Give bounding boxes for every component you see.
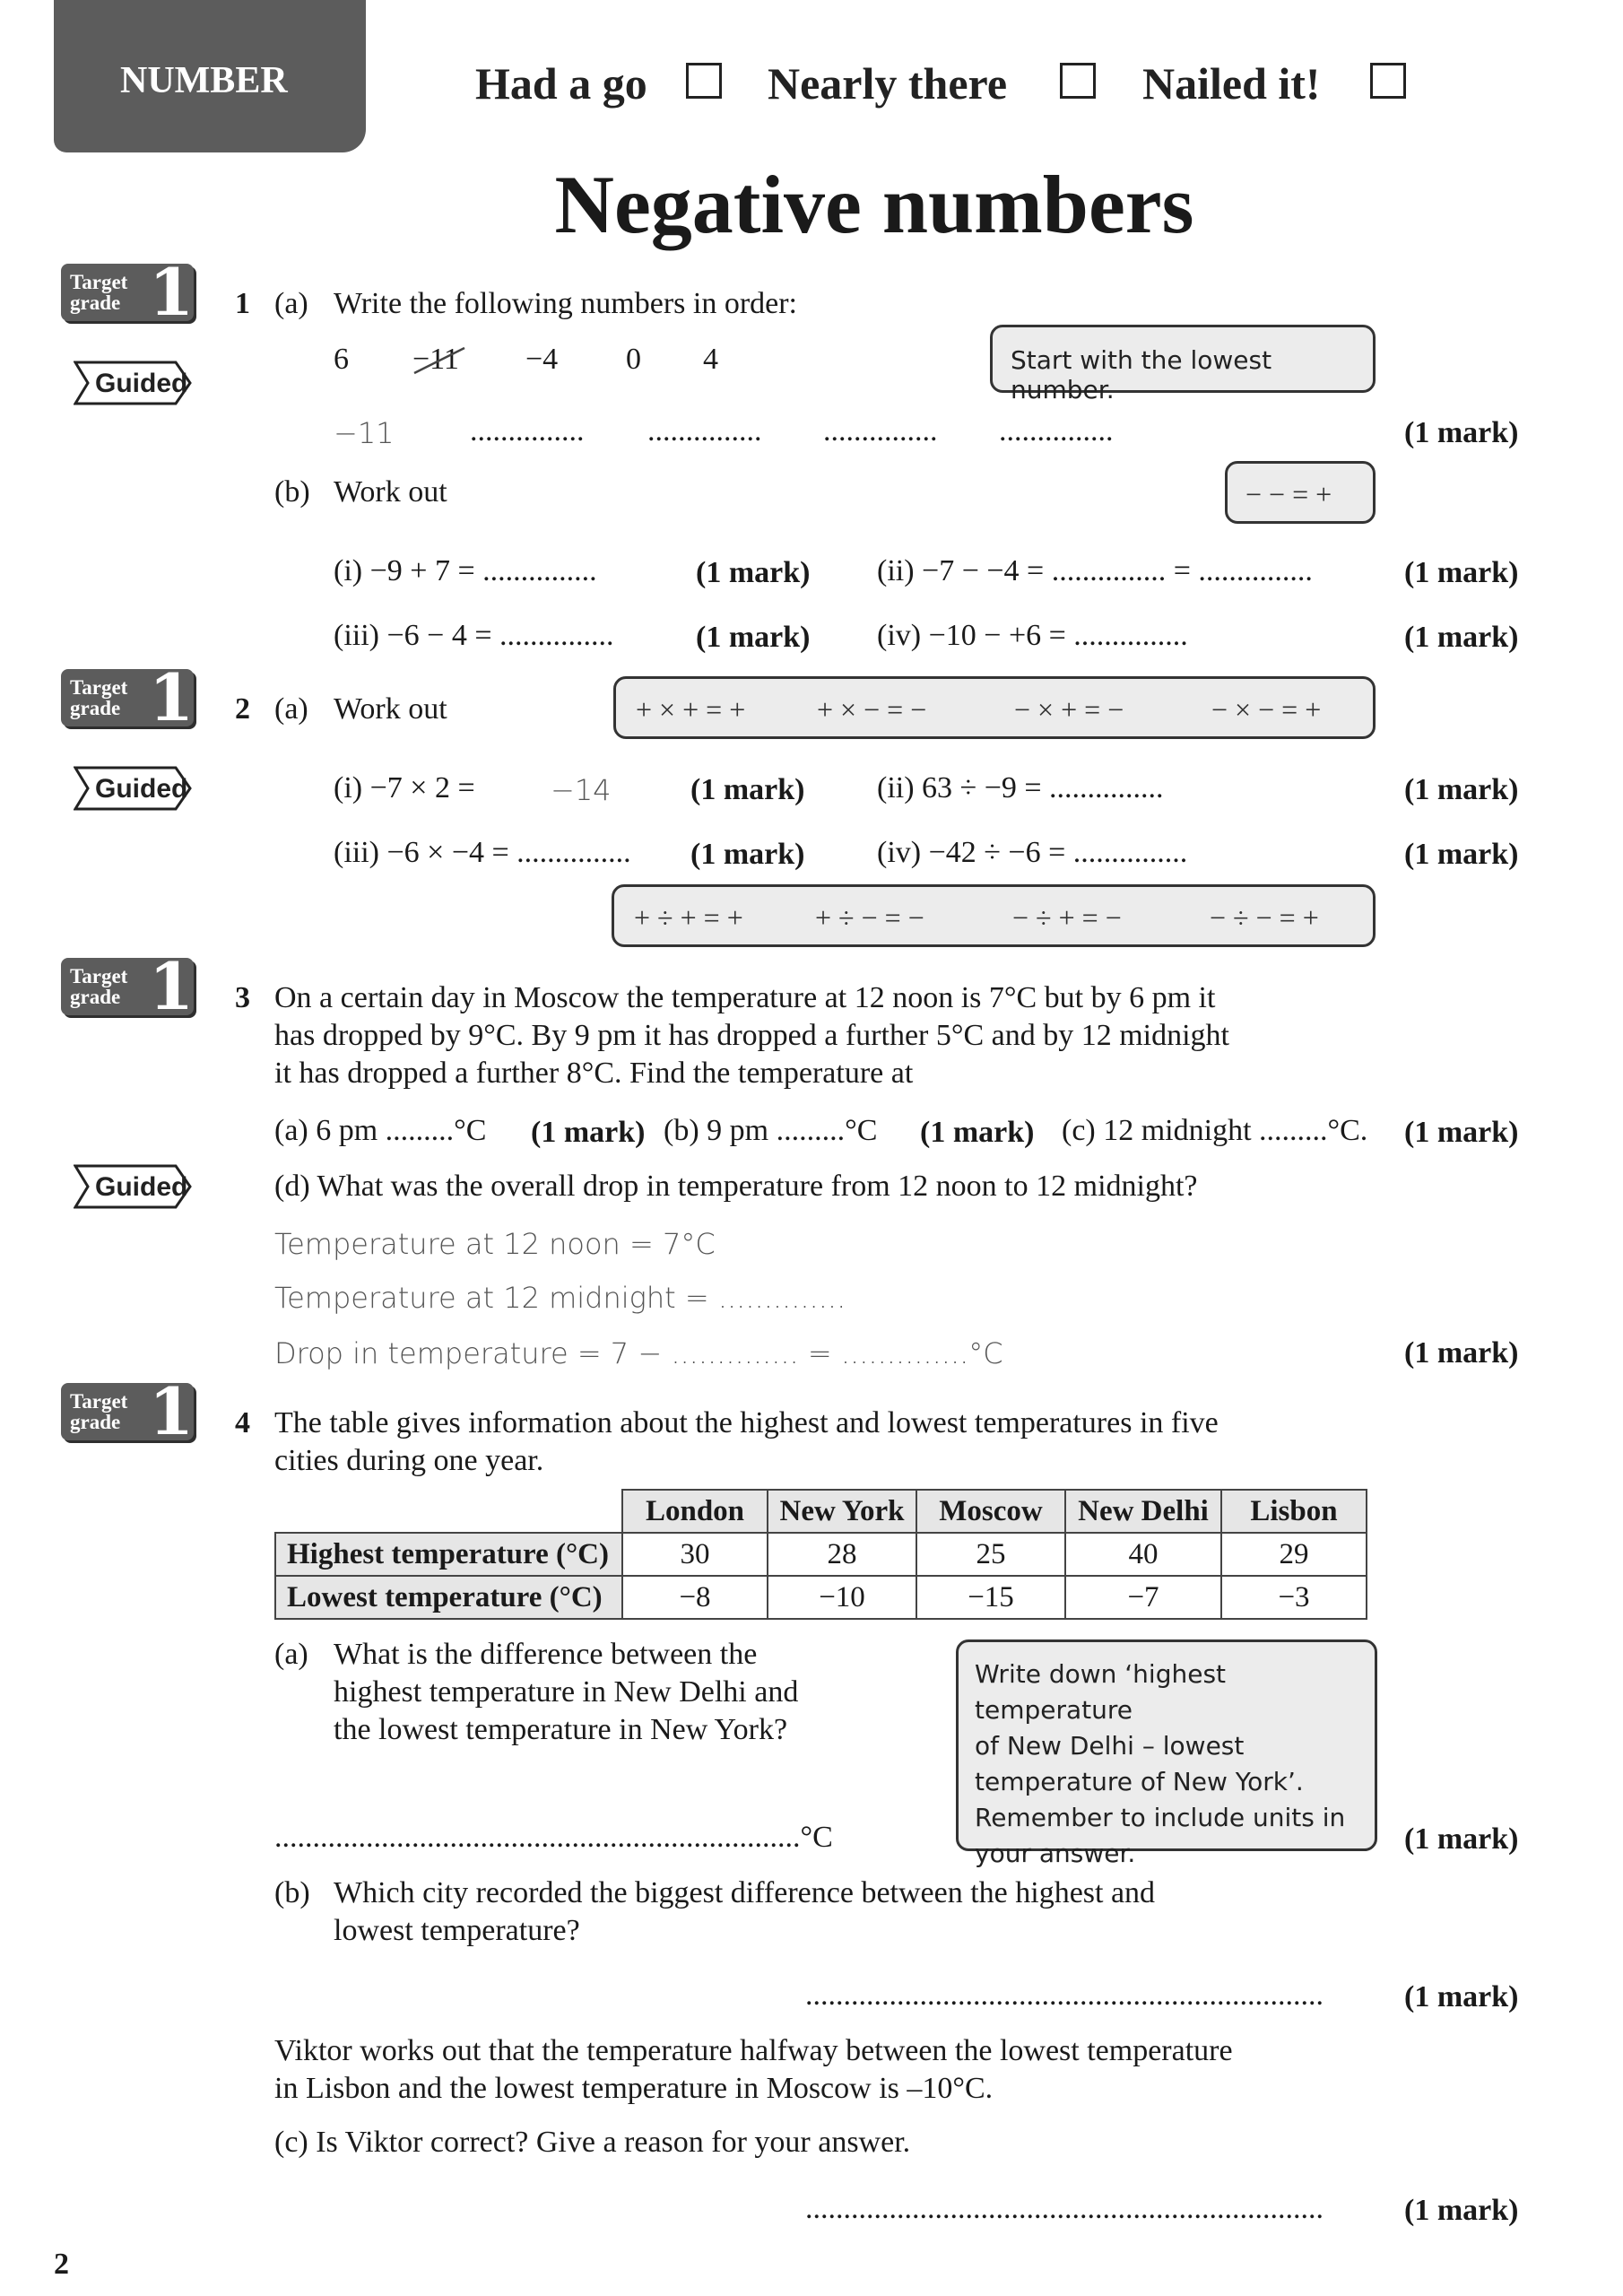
target-grade-badge: Target grade 1	[61, 1383, 194, 1440]
table-cell: 30	[622, 1533, 768, 1576]
table-cell: 40	[1065, 1533, 1221, 1576]
q2a-iii: (iii) −6 × −4 = ...............	[334, 836, 631, 869]
order-number: 4	[703, 343, 718, 376]
q4-text-line: cities during one year.	[274, 1444, 544, 1477]
hint-box: Start with the lowest number.	[990, 325, 1376, 393]
table-cell: −8	[622, 1576, 768, 1619]
division-rules-box: + ÷ + = + + ÷ − = − − ÷ + = − − ÷ − = +	[612, 884, 1376, 947]
table-row	[275, 1576, 1367, 1619]
section-label: NUMBER	[120, 60, 288, 101]
q2a-ii: (ii) 63 ÷ −9 = ...............	[877, 771, 1164, 804]
answer-blank[interactable]: ....................................................................	[805, 1979, 1324, 2012]
target-grade-badge: Target grade 1	[61, 958, 194, 1015]
answer-blank[interactable]: .....................................................................°C	[274, 1821, 833, 1854]
answer-blank[interactable]: ...............	[823, 414, 938, 448]
page-number: 2	[54, 2248, 69, 2281]
order-number: 0	[626, 343, 641, 376]
viktor-text-line: Viktor works out that the temperature halfway between the lowest temperature	[274, 2034, 1233, 2067]
mark-label: (1 mark)	[1404, 416, 1519, 449]
q4a-line: highest temperature in New Delhi and	[334, 1675, 799, 1709]
q4b-line: lowest temperature?	[334, 1914, 580, 1947]
table-cell: 28	[768, 1533, 916, 1576]
target-grade-badge: Target grade 1	[61, 669, 194, 726]
multiplication-rules-box: + × + = + + × − = − − × + = − − × − = +	[613, 676, 1376, 739]
question-number: 2	[235, 692, 250, 726]
mark-label: (1 mark)	[696, 556, 811, 589]
q2a-iv: (iv) −42 ÷ −6 = ...............	[877, 836, 1188, 869]
q4a-line: What is the difference between the	[334, 1638, 758, 1671]
table-cell: −10	[768, 1576, 916, 1619]
table-cell: 29	[1221, 1533, 1367, 1576]
q4-text-line: The table gives information about the highest and lowest temperatures in five	[274, 1406, 1219, 1439]
nearly-there-label: Nearly there	[768, 58, 1008, 109]
mark-label: (1 mark)	[690, 838, 805, 871]
table-header: New York	[768, 1490, 916, 1533]
mark-label: (1 mark)	[1404, 838, 1519, 871]
answer-blank[interactable]: ...............	[999, 414, 1114, 448]
table-row	[275, 1533, 1367, 1576]
mark-label: (1 mark)	[920, 1116, 1035, 1149]
table-header: New Delhi	[1065, 1490, 1221, 1533]
q3-text-line: it has dropped a further 8°C. Find the temperature at	[274, 1057, 914, 1090]
question-number: 3	[235, 981, 250, 1014]
row-header: Highest temperature (°C)	[275, 1533, 622, 1576]
viktor-text-line: in Lisbon and the lowest temperature in Moscow is –10°C.	[274, 2072, 994, 2105]
guided-badge: Guided	[74, 766, 192, 811]
q1b-prompt: Work out	[334, 475, 447, 509]
q1b-iv: (iv) −10 − +6 = ...............	[877, 619, 1188, 652]
worked-line: Drop in temperature = 7 − .............. = ..............°C	[274, 1336, 1003, 1370]
table-cell: −7	[1065, 1576, 1221, 1619]
temperature-table	[274, 1489, 1367, 1620]
mark-label: (1 mark)	[1404, 773, 1519, 806]
mark-label: (1 mark)	[1404, 1822, 1519, 1856]
q4a-line: the lowest temperature in New York?	[334, 1713, 788, 1746]
had-a-go-label: Had a go	[475, 58, 647, 109]
question-number: 4	[235, 1406, 250, 1439]
answer-blank[interactable]: ...............	[470, 414, 585, 448]
part-label: (a)	[274, 692, 308, 726]
worked-line: Temperature at 12 noon = 7°C	[274, 1227, 716, 1261]
order-number: 6	[334, 343, 349, 376]
nearly-there-checkbox[interactable]	[1060, 63, 1096, 99]
hint-box: Write down ‘highest temperature of New Delhi – lowest temperature of New York’. Remember to include units in your answer.	[956, 1639, 1377, 1851]
mark-label: (1 mark)	[1404, 1336, 1519, 1370]
table-corner	[275, 1490, 622, 1533]
table-cell: −15	[916, 1576, 1065, 1619]
q1a-prompt: Write the following numbers in order:	[334, 287, 798, 320]
answer-blank[interactable]: ....................................................................	[805, 2192, 1324, 2225]
part-label: (b)	[274, 1876, 310, 1909]
table-header: Lisbon	[1221, 1490, 1367, 1533]
q4b-line: Which city recorded the biggest difference between the highest and	[334, 1876, 1156, 1909]
order-number-crossed: −11	[412, 344, 459, 375]
mark-label: (1 mark)	[531, 1116, 646, 1149]
part-label: (a)	[274, 287, 308, 320]
worked-answer: −14	[551, 773, 612, 807]
q3-text-line: has dropped by 9°C. By 9 pm it has dropped a further 5°C and by 12 midnight	[274, 1019, 1230, 1052]
q3c: (c) 12 midnight .........°C.	[1062, 1114, 1368, 1147]
mark-label: (1 mark)	[1404, 556, 1519, 589]
q3-text-line: On a certain day in Moscow the temperature at 12 noon is 7°C but by 6 pm it	[274, 981, 1216, 1014]
nailed-it-checkbox[interactable]	[1370, 63, 1406, 99]
target-grade-badge: Target grade 1	[61, 264, 194, 321]
q1b-ii: (ii) −7 − −4 = ............... = ...............	[877, 554, 1313, 587]
mark-label: (1 mark)	[1404, 1116, 1519, 1149]
sign-rule-box: − − = +	[1225, 461, 1376, 524]
q2a-prompt: Work out	[334, 692, 447, 726]
answer-blank[interactable]: ...............	[647, 414, 762, 448]
q2a-i: (i) −7 × 2 =	[334, 771, 475, 804]
guided-badge: Guided	[74, 361, 192, 405]
mark-label: (1 mark)	[696, 621, 811, 654]
guided-badge: Guided	[74, 1164, 192, 1209]
table-cell: 25	[916, 1533, 1065, 1576]
q3d: (d) What was the overall drop in temperature from 12 noon to 12 midnight?	[274, 1170, 1198, 1203]
q1b-i: (i) −9 + 7 = ...............	[334, 554, 597, 587]
q3b: (b) 9 pm .........°C	[664, 1114, 878, 1147]
table-header: London	[622, 1490, 768, 1533]
mark-label: (1 mark)	[690, 773, 805, 806]
mark-label: (1 mark)	[1404, 621, 1519, 654]
table-header: Moscow	[916, 1490, 1065, 1533]
worked-line: Temperature at 12 midnight = ..............	[274, 1281, 846, 1315]
had-a-go-checkbox[interactable]	[686, 63, 722, 99]
q4c: (c) Is Viktor correct? Give a reason for your answer.	[274, 2126, 911, 2159]
worked-answer: −11	[334, 416, 395, 450]
q3a: (a) 6 pm .........°C	[274, 1114, 487, 1147]
q1b-iii: (iii) −6 − 4 = ...............	[334, 619, 614, 652]
question-number: 1	[235, 287, 250, 320]
nailed-it-label: Nailed it!	[1142, 58, 1321, 109]
page-title: Negative numbers	[554, 159, 1194, 250]
mark-label: (1 mark)	[1404, 1980, 1519, 2013]
order-number: −4	[525, 343, 559, 376]
part-label: (a)	[274, 1638, 308, 1671]
row-header: Lowest temperature (°C)	[275, 1576, 622, 1619]
mark-label: (1 mark)	[1404, 2194, 1519, 2227]
table-cell: −3	[1221, 1576, 1367, 1619]
part-label: (b)	[274, 475, 310, 509]
